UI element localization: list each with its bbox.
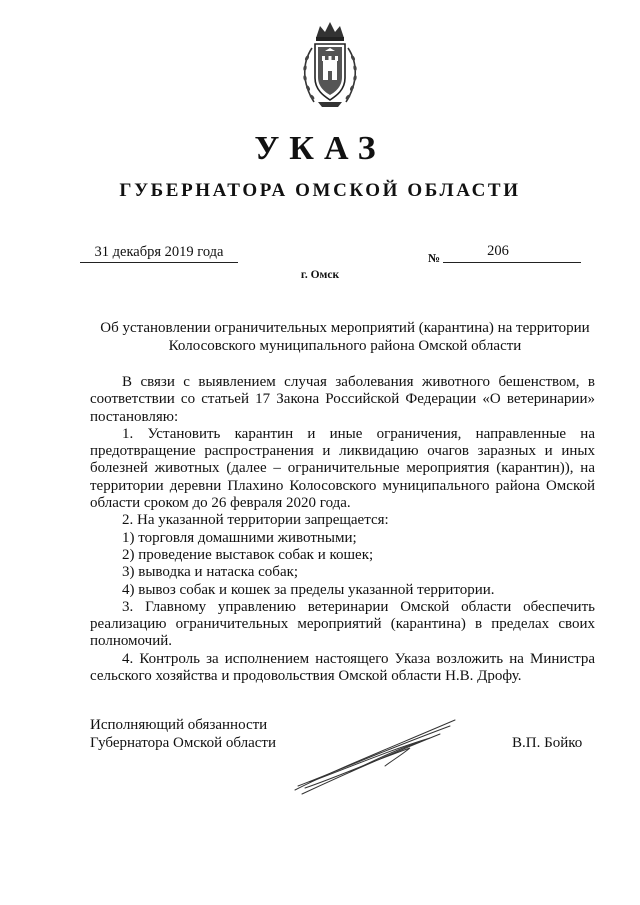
- document-body: [90, 374, 595, 685]
- number-label: №: [428, 251, 441, 265]
- signatory-position: [90, 717, 276, 752]
- number-underline: [443, 262, 581, 263]
- document-city: г. Омск: [300, 269, 340, 281]
- list-item: 1) торговля домашними животными;: [122, 529, 357, 546]
- subject-line-2: Колосовского муниципального района Омской области: [168, 338, 522, 354]
- document-title: УКАЗ: [254, 130, 386, 167]
- list-item: 4) вывоз собак и кошек за пределы указанной территории.: [122, 581, 495, 598]
- signatory-position-line-1: Исполняющий обязанности: [90, 717, 268, 733]
- document-number: 206: [487, 243, 509, 259]
- signatory-name: В.П. Бойко: [512, 735, 583, 751]
- list-item: 2) проведение выставок собак и кошек;: [122, 546, 374, 563]
- document-date: 31 декабря 2019 года: [80, 244, 238, 263]
- subject-line-1: Об установлении ограничительных мероприятий (карантина) на территории: [100, 320, 590, 336]
- coat-of-arms-icon: [298, 18, 362, 110]
- document-subtitle: ГУБЕРНАТОРА ОМСКОЙ ОБЛАСТИ: [119, 180, 521, 201]
- paragraph-item-1: 1. Установить карантин и иные ограничения, направленные на предотвращение распространения и ликвидацию очагов заразных и иных болезней животных (далее – ограничительные мероприятия (карантин)), на территории деревни Плахино Колосовского муниципального района Омской области сроком до 26 февраля 2020 года.: [90, 425, 595, 512]
- signatory-position-line-2: Губернатора Омской области: [90, 734, 276, 751]
- list-item: 3) выводка и натаска собак;: [122, 564, 299, 581]
- paragraph-item-4: 4. Контроль за исполнением настоящего Указа возложить на Министра сельского хозяйства и продовольствия Омской области Н.В. Дрофу.: [90, 650, 595, 685]
- paragraph-preamble: В связи с выявлением случая заболевания животного бешенством, в соответствии со статьей 17 Закона Российской Федерации «О ветеринарии» постановляю:: [90, 374, 595, 425]
- paragraph-item-3: 3. Главному управлению ветеринарии Омской области обеспечить реализацию ограничительных мероприятий (карантина) в пределах своих полномочий.: [90, 598, 595, 650]
- paragraph-item-2: 2. На указанной территории запрещается:: [122, 512, 389, 529]
- document-subject: [60, 319, 630, 355]
- handwritten-signature: [290, 712, 460, 802]
